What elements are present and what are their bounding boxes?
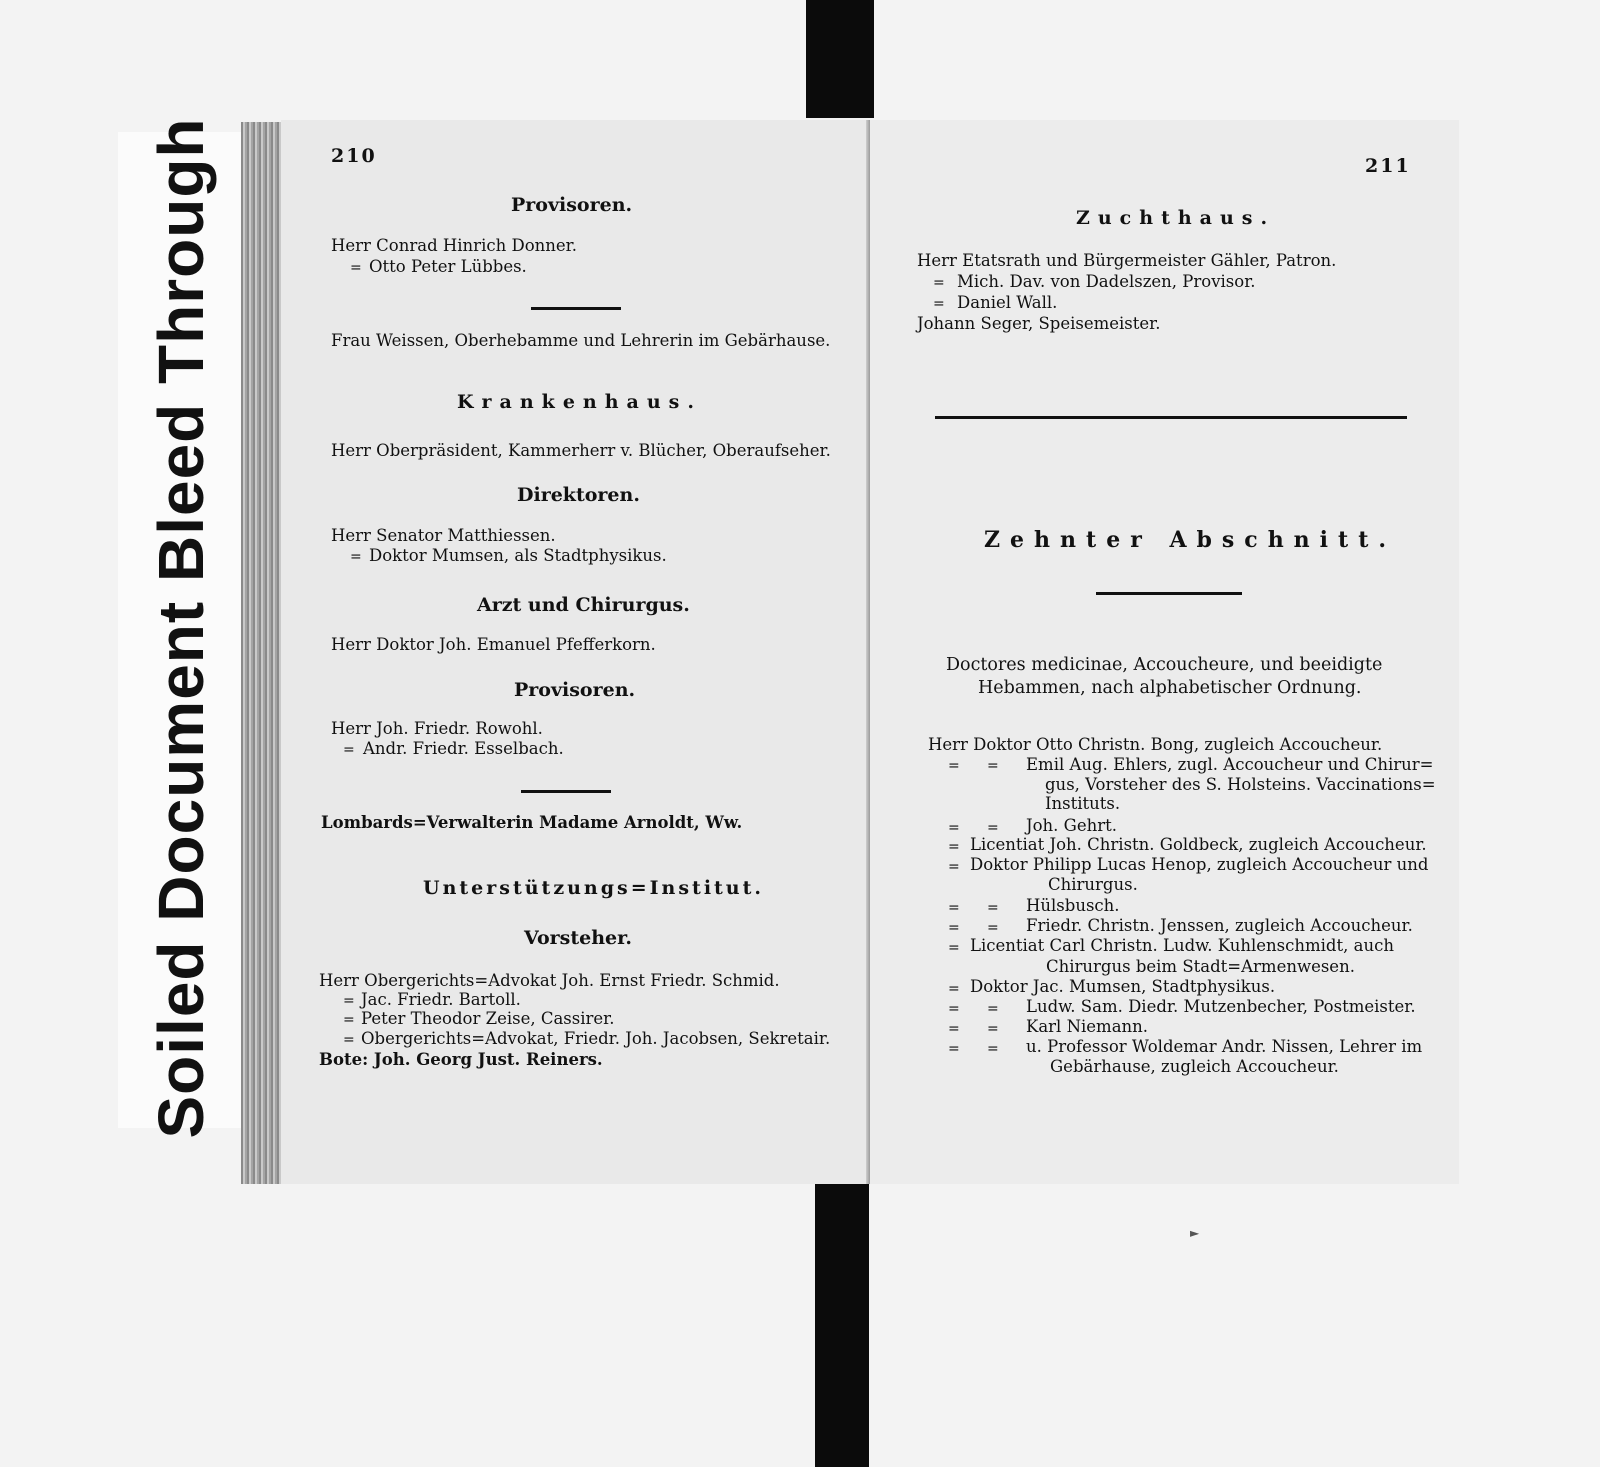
doctor-line-10: Friedr. Christn. Jenssen, zugleich Accoucheur. — [1026, 916, 1413, 935]
ditto-mark: = — [948, 940, 960, 956]
right-page — [870, 120, 1459, 1184]
doctor-line-17: Gebärhause, zugleich Accoucheur. — [1050, 1057, 1339, 1076]
direktoren-line-1: Herr Senator Matthiessen. — [331, 526, 556, 545]
vorsteher-line-4: Obergerichts=Advokat, Friedr. Joh. Jacobsen, Sekretair. — [361, 1029, 831, 1048]
doctor-line-13: Doktor Jac. Mumsen, Stadtphysikus. — [970, 977, 1276, 996]
doctor-line-1: Herr Doktor Otto Christn. Bong, zugleich Accoucheur. — [928, 735, 1383, 754]
subtitle-line-1: Doctores medicinae, Accoucheure, und beeidigte — [946, 655, 1383, 675]
krankenhaus-heading: Krankenhaus. — [457, 391, 702, 413]
doctor-line-2: Emil Aug. Ehlers, zugl. Accoucheur und Chirur= — [1026, 755, 1434, 774]
direktoren-line-2: Doktor Mumsen, als Stadtphysikus. — [369, 546, 667, 565]
ditto-mark: = — [933, 275, 945, 291]
ditto-mark: = — [987, 1021, 999, 1037]
ditto-mark: = — [948, 758, 960, 774]
pointer-mark-icon: ► — [1190, 1226, 1200, 1240]
provisoren-heading: Provisoren. — [511, 194, 633, 216]
zuchthaus-line-2: Mich. Dav. von Dadelszen, Provisor. — [957, 272, 1256, 291]
provisoren-line-1: Herr Conrad Hinrich Donner. — [331, 236, 577, 255]
provisoren-2-line-1: Herr Joh. Friedr. Rowohl. — [331, 719, 543, 738]
binding-strip-top — [806, 0, 874, 118]
ditto-mark: = — [948, 859, 960, 875]
ditto-mark: = — [987, 758, 999, 774]
subtitle-line-2: Hebammen, nach alphabetischer Ordnung. — [978, 678, 1362, 698]
binding-strip-bottom — [815, 1184, 869, 1467]
ditto-mark: = — [343, 1032, 355, 1048]
arzt-line: Herr Doktor Joh. Emanuel Pfefferkorn. — [331, 635, 656, 654]
doctor-line-14: Ludw. Sam. Diedr. Mutzenbecher, Postmeister. — [1026, 997, 1416, 1016]
vorsteher-heading: Vorsteher. — [524, 927, 633, 949]
doctor-line-9: Hülsbusch. — [1026, 896, 1120, 915]
ditto-mark: = — [987, 1001, 999, 1017]
doctor-line-16: u. Professor Woldemar Andr. Nissen, Lehrer im — [1026, 1037, 1423, 1056]
ditto-mark: = — [948, 1041, 960, 1057]
zuchthaus-line-4: Johann Seger, Speisemeister. — [917, 314, 1161, 333]
ditto-mark: = — [350, 549, 362, 565]
ditto-mark: = — [987, 820, 999, 836]
lombards-line: Lombards=Verwalterin Madame Arnoldt, Ww. — [321, 813, 743, 832]
provisoren-line-2: Otto Peter Lübbes. — [369, 257, 527, 276]
ditto-mark: = — [948, 839, 960, 855]
doctor-line-11: Licentiat Carl Christn. Ludw. Kuhlenschmidt, auch — [970, 936, 1394, 955]
ditto-mark: = — [933, 296, 945, 312]
ditto-mark: = — [948, 900, 960, 916]
bote-line: Bote: Joh. Georg Just. Reiners. — [319, 1050, 603, 1069]
doctor-line-6: Licentiat Joh. Christn. Goldbeck, zugleich Accoucheur. — [970, 835, 1427, 854]
zuchthaus-heading: Zuchthaus. — [1076, 207, 1276, 229]
krankenhaus-line: Herr Oberpräsident, Kammerherr v. Blücher, Oberaufseher. — [331, 441, 831, 460]
vorsteher-line-2: Jac. Friedr. Bartoll. — [361, 990, 521, 1009]
direktoren-heading: Direktoren. — [517, 484, 640, 506]
doctor-line-7: Doktor Philipp Lucas Henop, zugleich Accoucheur und — [970, 855, 1429, 874]
ditto-mark: = — [987, 900, 999, 916]
section-heading: Zehnter Abschnitt. — [984, 527, 1397, 553]
doctor-line-12: Chirurgus beim Stadt=Armenwesen. — [1046, 957, 1355, 976]
page-number-left: 210 — [331, 145, 377, 167]
doctor-line-3: gus, Vorsteher des S. Holsteins. Vaccinations= — [1045, 775, 1436, 794]
ditto-mark: = — [948, 920, 960, 936]
section-divider-rule — [935, 416, 1407, 419]
zuchthaus-line-1: Herr Etatsrath und Bürgermeister Gähler, Patron. — [917, 251, 1337, 270]
institut-heading: Unterstützungs=Institut. — [423, 877, 765, 899]
provisoren-2-heading: Provisoren. — [514, 679, 636, 701]
divider-rule — [531, 307, 621, 310]
ditto-mark: = — [350, 260, 362, 276]
page-number-right: 211 — [1365, 155, 1411, 177]
ditto-mark: = — [948, 1001, 960, 1017]
ditto-mark: = — [948, 1021, 960, 1037]
vorsteher-line-1: Herr Obergerichts=Advokat Joh. Ernst Friedr. Schmid. — [319, 971, 780, 990]
section-short-rule — [1096, 592, 1242, 595]
frau-weissen-line: Frau Weissen, Oberhebamme und Lehrerin im Gebärhause. — [331, 331, 831, 350]
ditto-mark: = — [343, 993, 355, 1009]
left-page — [281, 120, 870, 1184]
ditto-mark: = — [343, 1012, 355, 1028]
book-page-edge — [241, 122, 281, 1184]
doctor-line-15: Karl Niemann. — [1026, 1017, 1149, 1036]
provisoren-2-line-2: Andr. Friedr. Esselbach. — [363, 739, 564, 758]
stamp-label: Soiled Document Bleed Through — [145, 117, 217, 1139]
ditto-mark: = — [987, 1041, 999, 1057]
vorsteher-line-3: Peter Theodor Zeise, Cassirer. — [361, 1009, 615, 1028]
arzt-heading: Arzt und Chirurgus. — [477, 594, 690, 616]
ditto-mark: = — [343, 742, 355, 758]
divider-rule — [521, 790, 611, 793]
ditto-mark: = — [948, 820, 960, 836]
zuchthaus-line-3: Daniel Wall. — [957, 293, 1058, 312]
ditto-mark: = — [987, 920, 999, 936]
ditto-mark: = — [948, 981, 960, 997]
doctor-line-4: Instituts. — [1045, 794, 1121, 813]
doctor-line-5: Joh. Gehrt. — [1026, 816, 1117, 835]
doctor-line-8: Chirurgus. — [1048, 875, 1138, 894]
